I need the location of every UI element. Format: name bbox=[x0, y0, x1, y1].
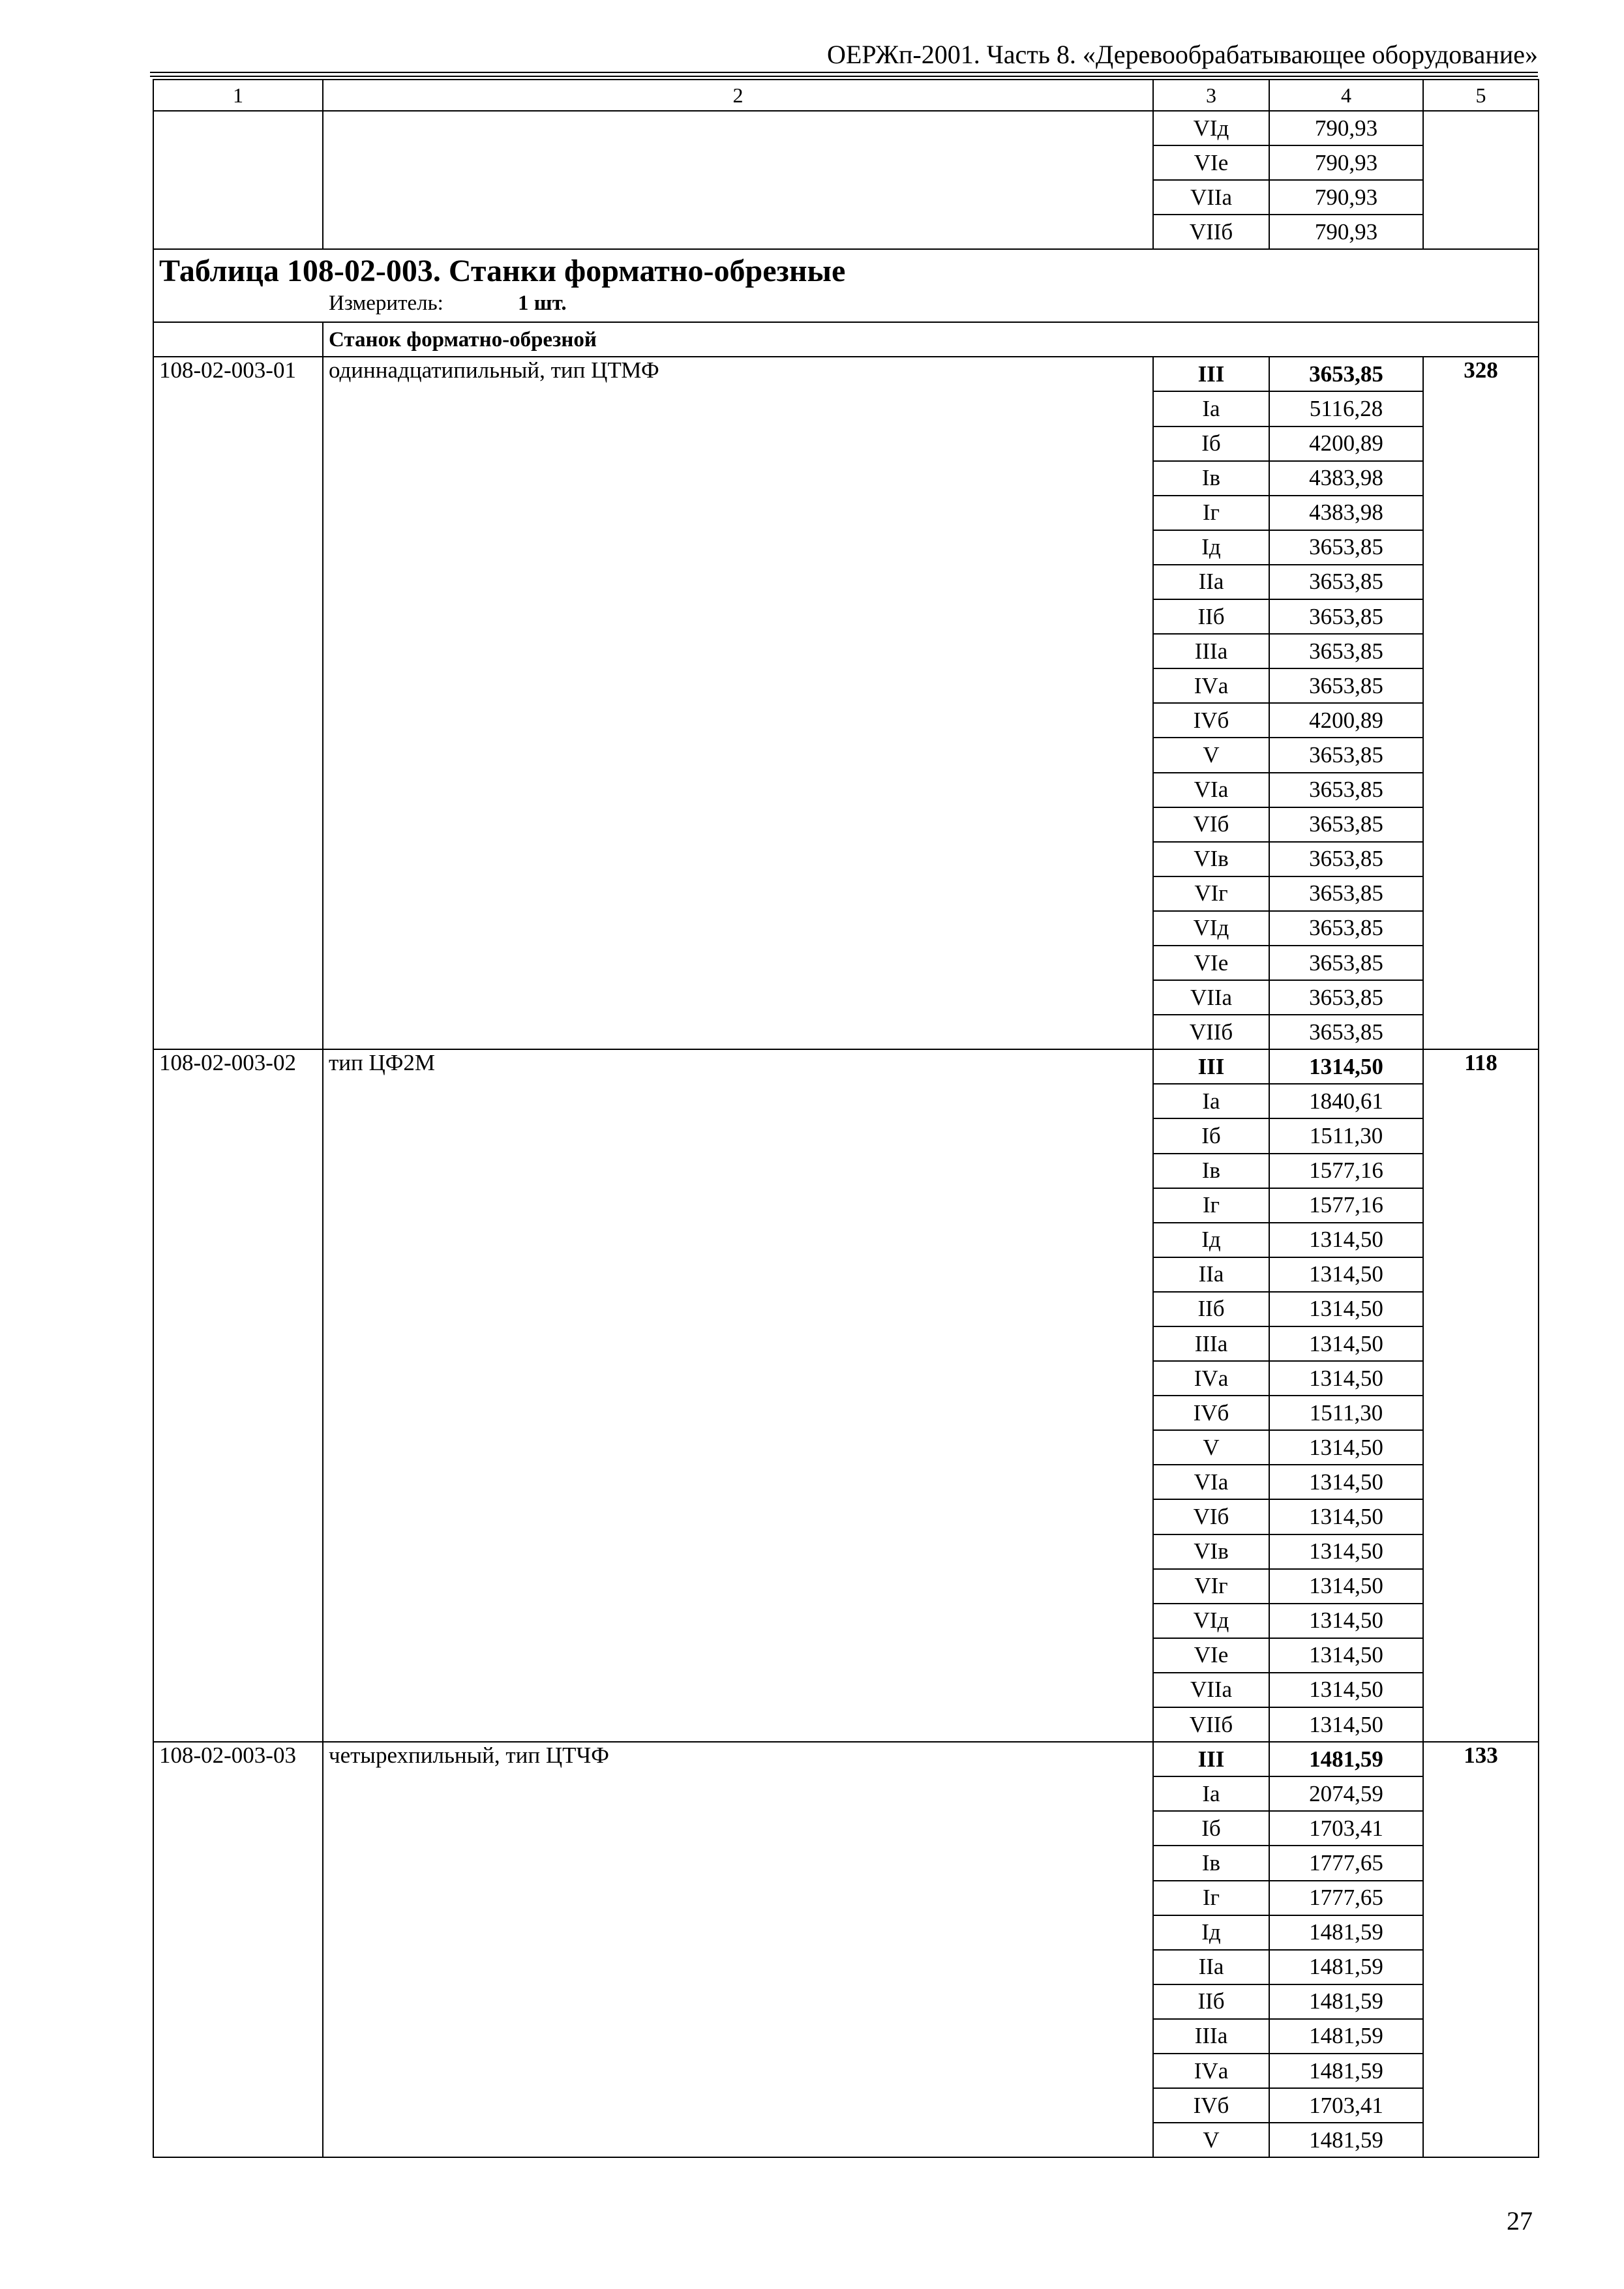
price-cell: 1703,41 bbox=[1269, 2088, 1423, 2123]
running-header: ОЕРЖп-2001. Часть 8. «Деревообрабатывающее оборудование» bbox=[826, 40, 1538, 69]
zone-cell: III bbox=[1153, 1742, 1269, 1776]
zone-cell: IVа bbox=[1153, 2054, 1269, 2088]
zone-cell: IVа bbox=[1153, 668, 1269, 703]
item-code: 108-02-003-02 bbox=[153, 1049, 323, 1742]
zone-cell: IIIа bbox=[1153, 1326, 1269, 1361]
price-cell: 1314,50 bbox=[1269, 1569, 1423, 1604]
zone-cell: Iв bbox=[1153, 1846, 1269, 1880]
price-cell: 1481,59 bbox=[1269, 2123, 1423, 2157]
zone-cell: VIг bbox=[1153, 876, 1269, 911]
zone-cell: VIа bbox=[1153, 1465, 1269, 1499]
zone-cell: VIв bbox=[1153, 1534, 1269, 1569]
zone-cell: IIб bbox=[1153, 1984, 1269, 2019]
price-cell: 4200,89 bbox=[1269, 703, 1423, 738]
price-cell: 5116,28 bbox=[1269, 391, 1423, 426]
zone-cell: Iд bbox=[1153, 1223, 1269, 1257]
column-number: 4 bbox=[1269, 80, 1423, 111]
zone-cell: VIд bbox=[1153, 1604, 1269, 1638]
zone-cell: VIе bbox=[1153, 1638, 1269, 1673]
item-col5: 328 bbox=[1423, 357, 1539, 1049]
table-row bbox=[153, 1049, 1539, 1084]
zone-cell: IVб bbox=[1153, 703, 1269, 738]
price-cell: 1840,61 bbox=[1269, 1084, 1423, 1118]
header-rule bbox=[150, 72, 1538, 73]
zone-cell: IIIа bbox=[1153, 2019, 1269, 2054]
price-cell: 1314,50 bbox=[1269, 1499, 1423, 1534]
price-cell: 1314,50 bbox=[1269, 1223, 1423, 1257]
price-cell: 1777,65 bbox=[1269, 1846, 1423, 1880]
table-title-row bbox=[153, 249, 1539, 322]
continuation-code-cell bbox=[153, 111, 323, 249]
header-rule bbox=[150, 76, 1538, 77]
zone-cell: VIг bbox=[1153, 1569, 1269, 1604]
price-cell: 1577,16 bbox=[1269, 1154, 1423, 1188]
price-cell: 3653,85 bbox=[1269, 530, 1423, 565]
zone-cell: Iа bbox=[1153, 391, 1269, 426]
continuation-name-cell bbox=[323, 111, 1153, 249]
zone-cell: Iв bbox=[1153, 461, 1269, 496]
zone-cell: III bbox=[1153, 357, 1269, 391]
item-name: одиннадцатипильный, тип ЦТМФ bbox=[323, 357, 1153, 1049]
price-cell: 1314,50 bbox=[1269, 1049, 1423, 1084]
item-col5: 133 bbox=[1423, 1742, 1539, 2157]
zone-cell: VIIа bbox=[1153, 1673, 1269, 1707]
zone-cell: VIе bbox=[1153, 145, 1269, 180]
price-cell: 790,93 bbox=[1269, 215, 1423, 249]
zone-cell: Iв bbox=[1153, 1154, 1269, 1188]
group-heading: Станок форматно-обрезной bbox=[323, 322, 1539, 357]
zone-cell: VIIб bbox=[1153, 215, 1269, 249]
price-cell: 1314,50 bbox=[1269, 1534, 1423, 1569]
column-number: 1 bbox=[153, 80, 323, 111]
zone-cell: VIIб bbox=[1153, 1015, 1269, 1049]
zone-cell: Iб bbox=[1153, 426, 1269, 461]
price-cell: 1577,16 bbox=[1269, 1188, 1423, 1223]
price-cell: 1314,50 bbox=[1269, 1361, 1423, 1396]
price-cell: 790,93 bbox=[1269, 145, 1423, 180]
table-row bbox=[153, 357, 1539, 391]
table-title-cell bbox=[153, 249, 1539, 322]
group-heading-row bbox=[153, 322, 1539, 357]
price-cell: 3653,85 bbox=[1269, 668, 1423, 703]
price-cell: 2074,59 bbox=[1269, 1776, 1423, 1811]
price-cell: 1314,50 bbox=[1269, 1638, 1423, 1673]
price-cell: 1481,59 bbox=[1269, 2019, 1423, 2054]
price-cell: 1314,50 bbox=[1269, 1326, 1423, 1361]
price-cell: 790,93 bbox=[1269, 180, 1423, 215]
zone-cell: IIа bbox=[1153, 1950, 1269, 1984]
price-cell: 1314,50 bbox=[1269, 1673, 1423, 1707]
page-number: 27 bbox=[1507, 2206, 1533, 2236]
zone-cell: IVа bbox=[1153, 1361, 1269, 1396]
zone-cell: V bbox=[1153, 1430, 1269, 1465]
zone-cell: Iб bbox=[1153, 1811, 1269, 1846]
continuation-col5-cell bbox=[1423, 111, 1539, 249]
zone-cell: VIIа bbox=[1153, 980, 1269, 1015]
price-cell: 3653,85 bbox=[1269, 634, 1423, 668]
zone-cell: IVб bbox=[1153, 1396, 1269, 1430]
price-cell: 1314,50 bbox=[1269, 1292, 1423, 1326]
price-cell: 3653,85 bbox=[1269, 842, 1423, 876]
price-cell: 3653,85 bbox=[1269, 738, 1423, 772]
measure-label: Измеритель: bbox=[329, 292, 444, 316]
measure-value: 1 шт. bbox=[518, 292, 567, 316]
item-name: четырехпильный, тип ЦТЧФ bbox=[323, 1742, 1153, 2157]
zone-cell: VIе bbox=[1153, 946, 1269, 980]
zone-cell: IIб bbox=[1153, 599, 1269, 634]
zone-cell: Iд bbox=[1153, 530, 1269, 565]
zone-cell: Iд bbox=[1153, 1915, 1269, 1950]
zone-cell: VIб bbox=[1153, 807, 1269, 842]
zone-cell: Iг bbox=[1153, 1188, 1269, 1223]
price-cell: 1511,30 bbox=[1269, 1118, 1423, 1153]
price-cell: 790,93 bbox=[1269, 111, 1423, 145]
zone-cell: V bbox=[1153, 2123, 1269, 2157]
price-cell: 3653,85 bbox=[1269, 911, 1423, 946]
zone-cell: VIа bbox=[1153, 773, 1269, 807]
column-number-row bbox=[153, 80, 1539, 111]
zone-cell: VIб bbox=[1153, 1499, 1269, 1534]
price-cell: 3653,85 bbox=[1269, 807, 1423, 842]
price-cell: 3653,85 bbox=[1269, 876, 1423, 911]
zone-cell: IIа bbox=[1153, 565, 1269, 599]
zone-cell: IIа bbox=[1153, 1257, 1269, 1292]
price-cell: 3653,85 bbox=[1269, 1015, 1423, 1049]
table-row bbox=[153, 1742, 1539, 1776]
table-title: Таблица 108-02-003. Станки форматно-обрезные bbox=[159, 254, 846, 289]
price-cell: 1481,59 bbox=[1269, 1950, 1423, 1984]
zone-cell: Iг bbox=[1153, 1881, 1269, 1915]
zone-cell: VIд bbox=[1153, 911, 1269, 946]
price-cell: 3653,85 bbox=[1269, 599, 1423, 634]
price-table bbox=[153, 79, 1539, 2158]
price-cell: 1314,50 bbox=[1269, 1707, 1423, 1742]
column-number: 5 bbox=[1423, 80, 1539, 111]
price-cell: 1703,41 bbox=[1269, 1811, 1423, 1846]
zone-cell: IIIа bbox=[1153, 634, 1269, 668]
column-number: 2 bbox=[323, 80, 1153, 111]
item-code: 108-02-003-03 bbox=[153, 1742, 323, 2157]
price-cell: 3653,85 bbox=[1269, 980, 1423, 1015]
zone-cell: IVб bbox=[1153, 2088, 1269, 2123]
item-name: тип ЦФ2М bbox=[323, 1049, 1153, 1742]
item-code: 108-02-003-01 bbox=[153, 357, 323, 1049]
price-cell: 3653,85 bbox=[1269, 773, 1423, 807]
group-heading-code-cell bbox=[153, 322, 323, 357]
price-cell: 4383,98 bbox=[1269, 461, 1423, 496]
zone-cell: Iб bbox=[1153, 1118, 1269, 1153]
zone-cell: Iа bbox=[1153, 1776, 1269, 1811]
price-cell: 3653,85 bbox=[1269, 357, 1423, 391]
price-cell: 1314,50 bbox=[1269, 1604, 1423, 1638]
price-cell: 4383,98 bbox=[1269, 496, 1423, 530]
price-cell: 4200,89 bbox=[1269, 426, 1423, 461]
price-cell: 1777,65 bbox=[1269, 1881, 1423, 1915]
zone-cell: VIд bbox=[1153, 111, 1269, 145]
price-cell: 1481,59 bbox=[1269, 1915, 1423, 1950]
price-table-body bbox=[153, 80, 1539, 2157]
zone-cell: Iг bbox=[1153, 496, 1269, 530]
zone-cell: VIIа bbox=[1153, 180, 1269, 215]
zone-cell: VIIб bbox=[1153, 1707, 1269, 1742]
price-cell: 1314,50 bbox=[1269, 1257, 1423, 1292]
continuation-row bbox=[153, 111, 1539, 145]
price-cell: 3653,85 bbox=[1269, 946, 1423, 980]
price-cell: 3653,85 bbox=[1269, 565, 1423, 599]
zone-cell: Iа bbox=[1153, 1084, 1269, 1118]
price-cell: 1481,59 bbox=[1269, 1984, 1423, 2019]
zone-cell: V bbox=[1153, 738, 1269, 772]
column-number: 3 bbox=[1153, 80, 1269, 111]
zone-cell: III bbox=[1153, 1049, 1269, 1084]
item-col5: 118 bbox=[1423, 1049, 1539, 1742]
price-cell: 1481,59 bbox=[1269, 2054, 1423, 2088]
zone-cell: VIв bbox=[1153, 842, 1269, 876]
price-cell: 1314,50 bbox=[1269, 1465, 1423, 1499]
price-cell: 1314,50 bbox=[1269, 1430, 1423, 1465]
price-cell: 1511,30 bbox=[1269, 1396, 1423, 1430]
price-cell: 1481,59 bbox=[1269, 1742, 1423, 1776]
zone-cell: IIб bbox=[1153, 1292, 1269, 1326]
measure-line bbox=[159, 290, 1533, 316]
